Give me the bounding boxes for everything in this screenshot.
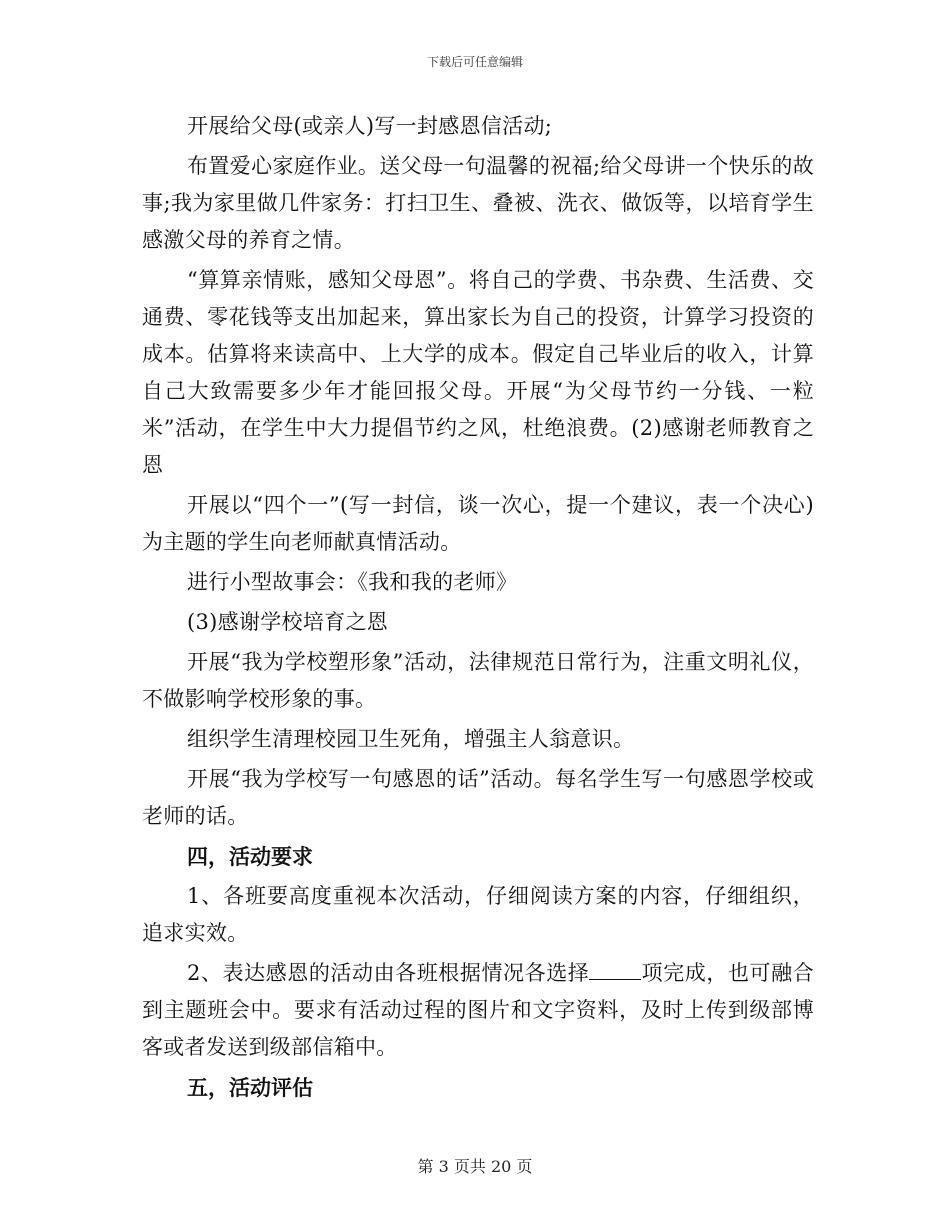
paragraph-family-accounts: “算算亲情账，感知父母恩”。将自己的学费、书杂费、生活费、交通费、零花钱等支出加起来，算出家长为自己的投资，计算学习投资的成本。估算将来读高中、上大学的成本。假定自己毕业后的收入，计算自己大致需要多少年才能回报父母。开展“为父母节约一分钱、一粒米”活动，在学生中大力提倡节约之风，杜绝浪费。(2)感谢老师教育之恩 (142, 268, 814, 477)
paragraph-requirement-1: 1、各班要高度重视本次活动，仔细阅读方案的内容，仔细组织，追求实效。 (142, 884, 814, 945)
section-heading-evaluation: 五，活动评估 (187, 1075, 313, 1100)
paragraph-campus-cleaning: 组织学生清理校园卫生死角，增强主人翁意识。 (187, 727, 635, 751)
paragraph-family-homework: 布置爱心家庭作业。送父母一句温馨的祝福;给父母讲一个快乐的故事;我为家里做几件家务：打扫卫生、叠被、洗衣、做饭等，以培育学生感激父母的养育之情。 (142, 154, 814, 252)
page-footer: 第 3 页共 20 页 (417, 1157, 533, 1176)
requirement-2-text-before: 2、表达感恩的活动由各班根据情况各选择 (187, 961, 590, 985)
paragraph-school-gratitude: (3)感谢学校培育之恩 (187, 610, 389, 634)
document-body (142, 108, 814, 1109)
paragraph-gratitude-words: 开展“我为学校写一句感恩的话”活动。每名学生写一句感恩学校或老师的话。 (142, 767, 814, 828)
paragraph-requirement-2 (142, 955, 814, 1066)
paragraph-story-meeting: 进行小型故事会：《我和我的老师》 (187, 570, 518, 594)
requirement-2-text-after: 项完成，也可融合到主题班会中。要求有活动过程的图片和文字资料，及时上传到级部博客或者发送到级部信箱中。 (142, 961, 814, 1059)
fill-in-blank (589, 961, 641, 980)
paragraph-four-ones: 开展以“四个一”(写一封信，谈一次心，提一个建议，表一个决心)为主题的学生向老师献真情活动。 (142, 493, 814, 554)
header-note: 下载后可任意编辑 (426, 55, 523, 69)
paragraph-school-image: 开展“我为学校塑形象”活动，法律规范日常行为，注重文明礼仪，不做影响学校形象的事。 (142, 650, 814, 711)
paragraph-parent-letter: 开展给父母(或亲人)写一封感恩信活动; (187, 114, 553, 138)
section-heading-requirements: 四，活动要求 (187, 844, 313, 869)
